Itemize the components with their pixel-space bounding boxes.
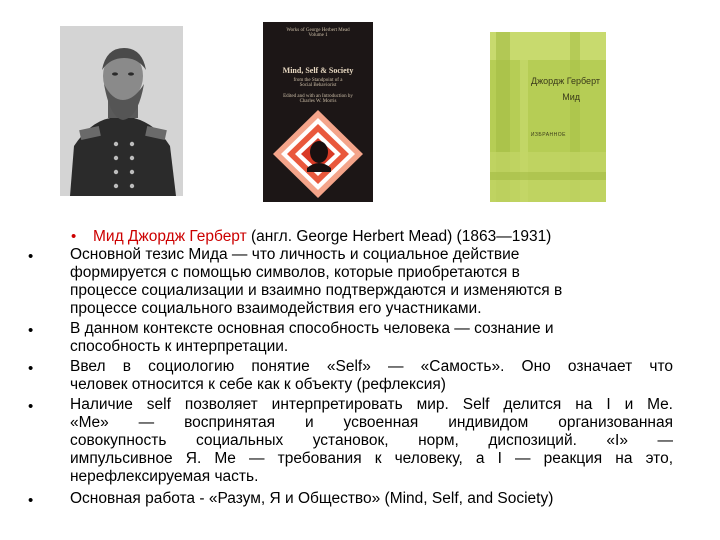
item5-line1: Основная работа - «Разум, Я и Общество» (Mind, Self, and Society) bbox=[70, 490, 554, 507]
item1-line2: формируется с помощью символов, которые приобретаются в bbox=[70, 264, 520, 281]
person-name: Мид Джордж Герберт bbox=[93, 228, 247, 245]
book2-name: Мид bbox=[562, 92, 580, 102]
item1-line3: процессе социализации и взаимно подтверждаются и изменяются в bbox=[70, 282, 563, 299]
item4-line5: нерефлексируемая часть. bbox=[70, 468, 259, 485]
item4-line3: совокупность социальных установок, норм, диспозиций. «I» — bbox=[70, 432, 673, 449]
book1-editor-line2: Charles W. Morris bbox=[299, 99, 337, 104]
book1-editor-line1: Edited and with an Introduction by bbox=[283, 94, 353, 99]
item4-line2: «Me» — воспринятая и усвоенная индивидом организованная bbox=[70, 414, 673, 431]
bullet-icon: • bbox=[28, 492, 34, 509]
item4-line1: Наличие self позволяет интерпретировать мир. Self делится на I и Me. bbox=[70, 396, 673, 413]
item2-line2: способность к интерпретации. bbox=[70, 338, 289, 355]
bullet-icon: • bbox=[28, 398, 34, 415]
item1-line1: Основной тезис Мида — что личность и социальное действие bbox=[70, 246, 520, 263]
book1-series-line2: Volume 1 bbox=[308, 33, 328, 38]
book1-title: Mind, Self & Society bbox=[282, 66, 354, 75]
bullet-icon: • bbox=[28, 322, 34, 339]
book1-subtitle-line2: Social Behaviorist bbox=[299, 83, 337, 88]
bullet-icon: • bbox=[28, 360, 34, 377]
book2-publisher: ИЗБРАННОЕ bbox=[530, 132, 566, 138]
item3-line1: Ввел в социологию понятие «Self» — «Самость». Оно означает что bbox=[70, 358, 673, 375]
bullet-red-icon: • bbox=[71, 228, 77, 245]
item3-line2: человек относится к себе как к объекту (рефлексия) bbox=[70, 376, 446, 393]
heading-line bbox=[93, 228, 551, 246]
bullet-icon: • bbox=[28, 248, 34, 265]
item1-line4: процессе социального взаимодействия его участниками. bbox=[70, 300, 482, 317]
book1-subtitle-line1: from the Standpoint of a bbox=[293, 78, 343, 83]
book2-author: Джордж Герберт bbox=[531, 76, 600, 86]
book1-series-line1: Works of George Herbert Mead bbox=[286, 28, 350, 33]
item2-line1: В данном контексте основная способность человека — сознание и bbox=[70, 320, 554, 337]
person-details: (англ. George Herbert Mead) (1863—1931) bbox=[246, 228, 552, 245]
item4-line4: импульсивное Я. Me — требования к человеку, а I — реакция на это, bbox=[70, 450, 673, 467]
